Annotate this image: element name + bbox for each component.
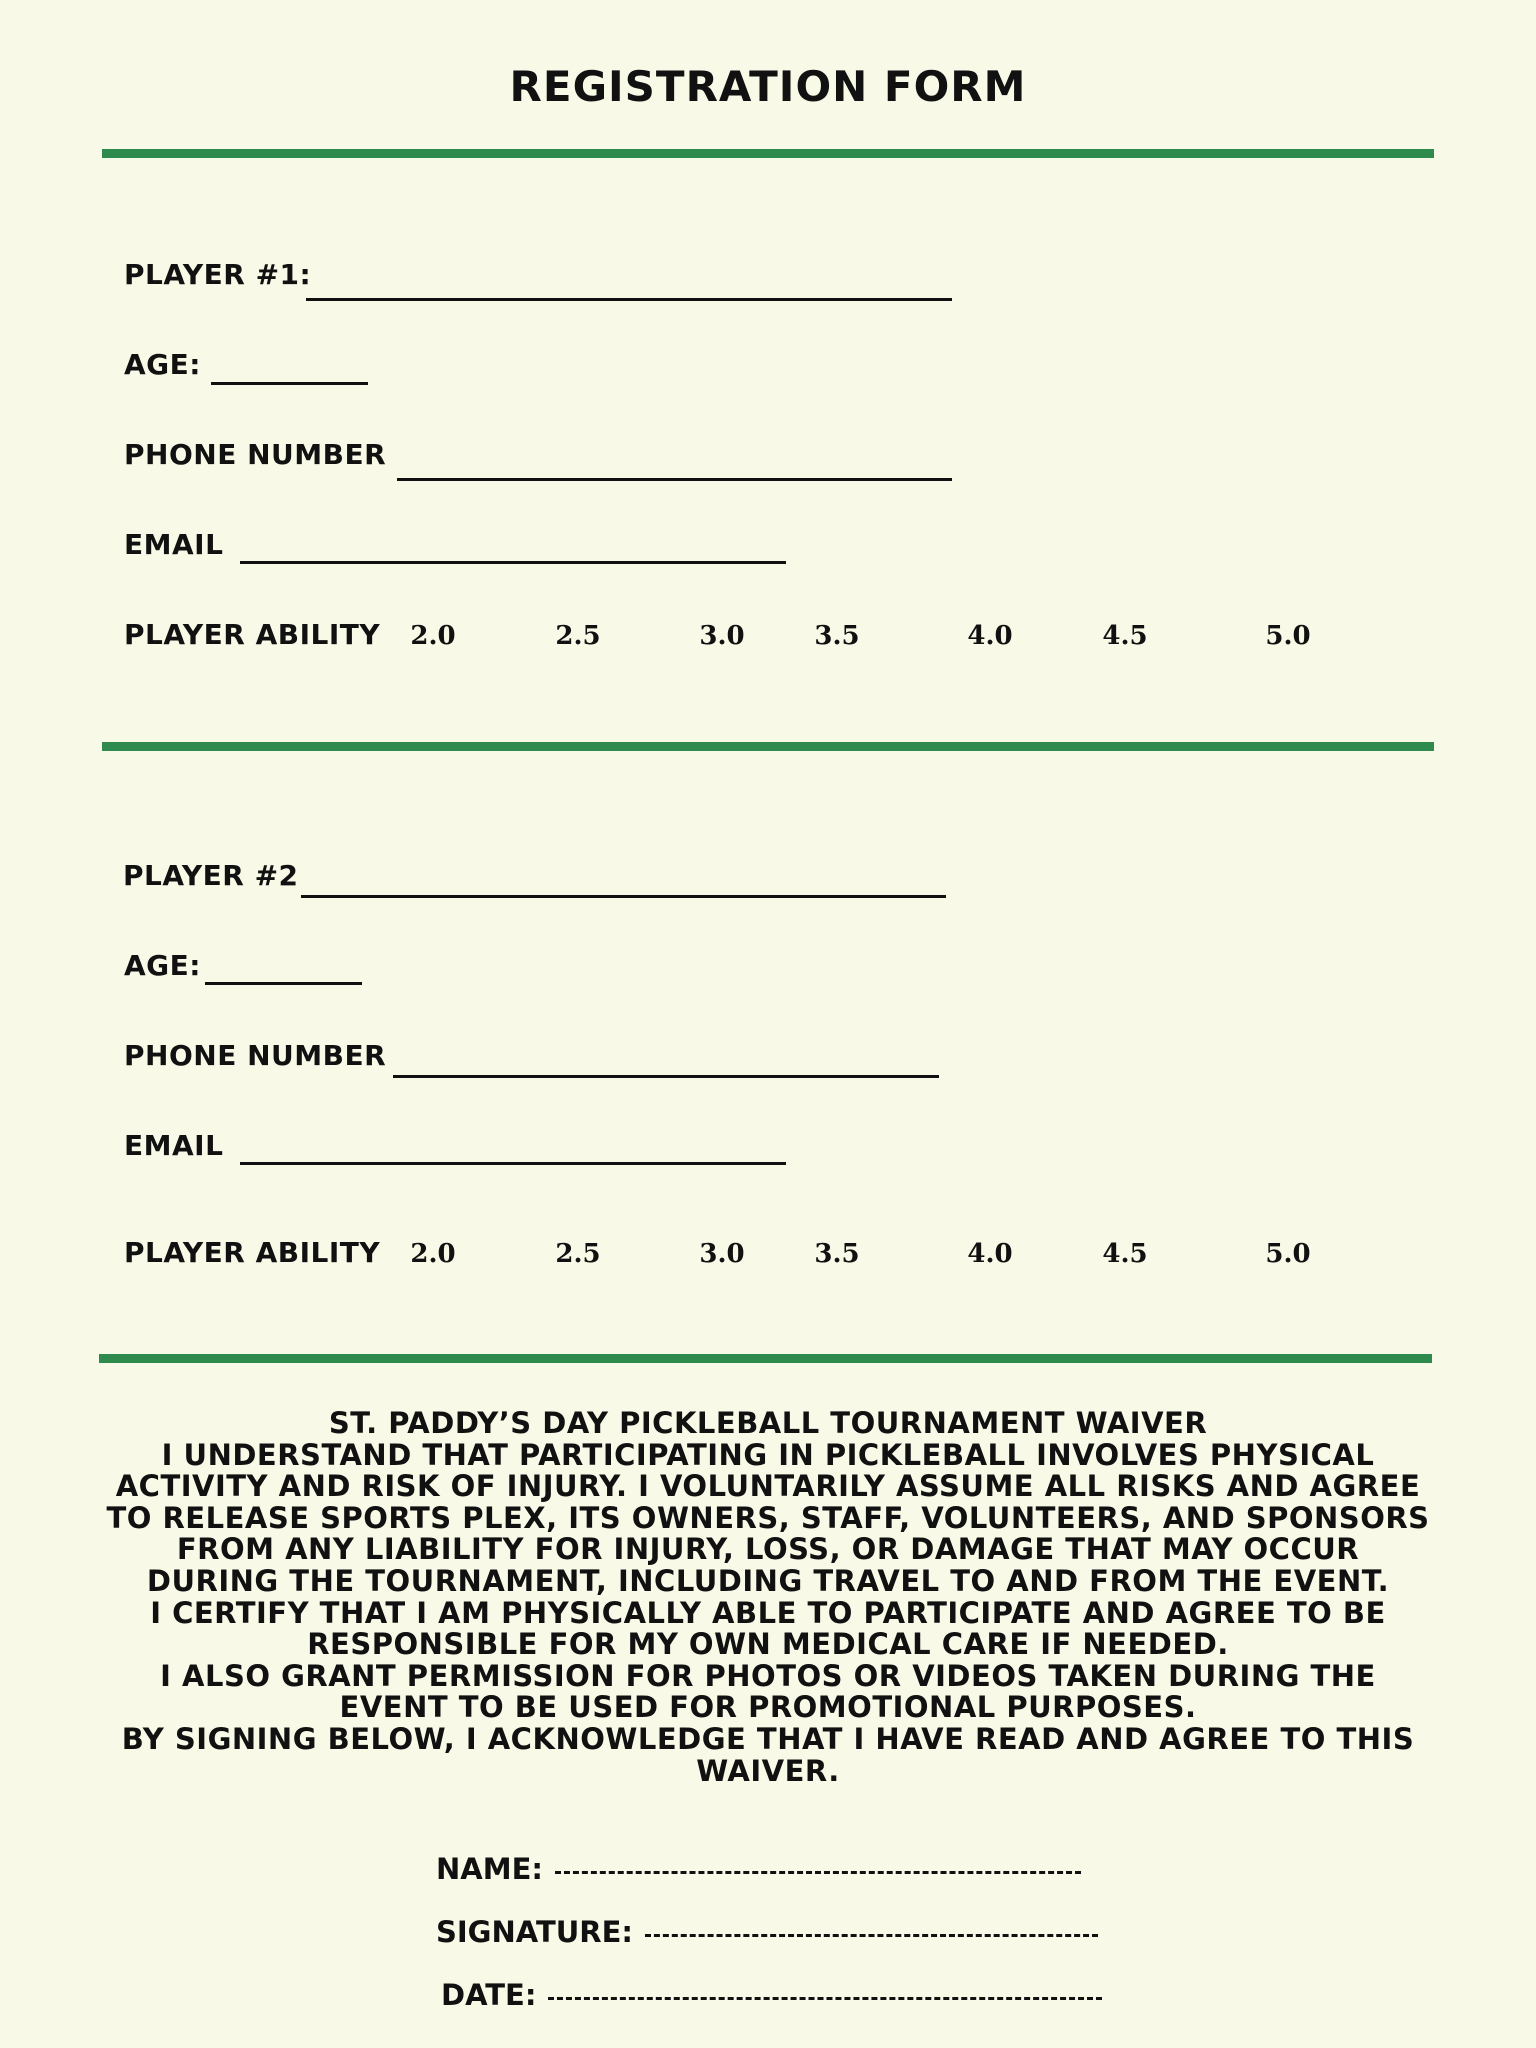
player1-ability-option[interactable]: 2.5 [555, 621, 601, 651]
signature-signature-row [436, 1915, 1098, 1949]
waiver-line: I CERTIFY THAT I AM PHYSICALLY ABLE TO PARTICIPATE AND AGREE TO BE [150, 1595, 1386, 1630]
player1-name-label: PLAYER #1: [124, 258, 312, 291]
player1-ability-option[interactable]: 2.0 [410, 621, 456, 651]
waiver-line: WAIVER. [696, 1753, 840, 1788]
waiver-line: I UNDERSTAND THAT PARTICIPATING IN PICKLEBALL INVOLVES PHYSICAL [161, 1437, 1375, 1472]
player1-phone-label: PHONE NUMBER [124, 438, 387, 471]
player2-ability-option[interactable]: 5.0 [1265, 1239, 1311, 1269]
player2-phone-field[interactable] [393, 1075, 939, 1078]
signature-date-label: DATE: [441, 1978, 537, 2012]
signature-date-row [441, 1978, 1102, 2012]
section-divider-bottom [99, 1354, 1432, 1363]
player2-age-label: AGE: [124, 949, 201, 982]
waiver-line: FROM ANY LIABILITY FOR INJURY, LOSS, OR DAMAGE THAT MAY OCCUR [176, 1532, 1360, 1567]
signature-name-field[interactable] [555, 1871, 1081, 1877]
signature-date-field[interactable] [548, 1997, 1102, 2003]
player1-email-label: EMAIL [124, 528, 224, 561]
waiver-line: ACTIVITY AND RISK OF INJURY. I VOLUNTARILY ASSUME ALL RISKS AND AGREE [115, 1469, 1421, 1504]
player2-ability-option[interactable]: 3.0 [699, 1239, 745, 1269]
waiver-line: TO RELEASE SPORTS PLEX, ITS OWNERS, STAFF, VOLUNTEERS, AND SPONSORS [106, 1500, 1430, 1535]
waiver-line: I ALSO GRANT PERMISSION FOR PHOTOS OR VIDEOS TAKEN DURING THE [160, 1658, 1376, 1693]
player1-email-field[interactable] [240, 561, 786, 564]
player1-phone-field[interactable] [397, 478, 952, 481]
player2-ability-option[interactable]: 2.0 [410, 1239, 456, 1269]
player2-ability-option[interactable]: 3.5 [814, 1239, 860, 1269]
signature-signature-field[interactable] [645, 1934, 1098, 1940]
player1-ability-option[interactable]: 4.0 [967, 621, 1013, 651]
form-title: REGISTRATION FORM [509, 62, 1027, 111]
waiver-line: DURING THE TOURNAMENT, INCLUDING TRAVEL TO AND FROM THE EVENT. [146, 1563, 1390, 1598]
section-divider-middle [102, 742, 1434, 751]
waiver-text [100, 1408, 1436, 1787]
waiver-line: BY SIGNING BELOW, I ACKNOWLEDGE THAT I HAVE READ AND AGREE TO THIS [121, 1721, 1415, 1756]
player2-age-field[interactable] [205, 982, 362, 985]
player2-phone-label: PHONE NUMBER [124, 1039, 387, 1072]
player1-ability-option[interactable]: 3.5 [814, 621, 860, 651]
player1-name-field[interactable] [306, 298, 952, 301]
waiver-line: EVENT TO BE USED FOR PROMOTIONAL PURPOSES. [339, 1690, 1197, 1725]
section-divider-top [102, 149, 1434, 158]
player1-ability-option[interactable]: 5.0 [1265, 621, 1311, 651]
player2-name-label: PLAYER #2 [123, 859, 299, 892]
player1-age-label: AGE: [124, 348, 201, 381]
waiver-line: RESPONSIBLE FOR MY OWN MEDICAL CARE IF NEEDED. [307, 1627, 1229, 1662]
player2-name-field[interactable] [301, 895, 946, 898]
player2-ability-option[interactable]: 4.0 [967, 1239, 1013, 1269]
player2-ability-option[interactable]: 4.5 [1102, 1239, 1148, 1269]
signature-name-row [436, 1852, 1081, 1886]
player2-ability-option[interactable]: 2.5 [555, 1239, 601, 1269]
player2-email-label: EMAIL [124, 1129, 224, 1162]
player1-ability-option[interactable]: 3.0 [699, 621, 745, 651]
player1-ability-option[interactable]: 4.5 [1102, 621, 1148, 651]
signature-signature-label: SIGNATURE: [436, 1915, 634, 1949]
waiver-title: ST. PADDY’S DAY PICKLEBALL TOURNAMENT WAIVER [328, 1406, 1208, 1440]
player1-age-field[interactable] [211, 382, 368, 385]
player1-ability-label: PLAYER ABILITY [124, 618, 381, 651]
player2-ability-label: PLAYER ABILITY [124, 1236, 381, 1269]
player2-email-field[interactable] [240, 1162, 786, 1165]
signature-name-label: NAME: [436, 1852, 543, 1886]
